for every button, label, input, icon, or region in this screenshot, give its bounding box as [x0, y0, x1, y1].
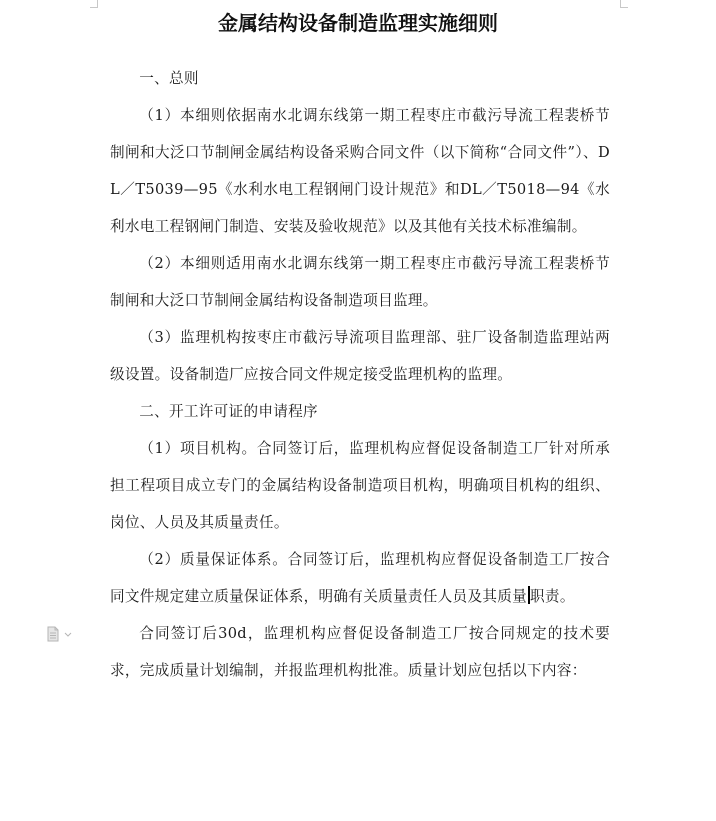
- page-corner-mark-left: [90, 0, 98, 8]
- paragraph-quality-plan: 合同签订后30d，监理机构应督促设备制造工厂按合同规定的技术要求，完成质量计划编制，并报监理机构批准。质量计划应包括以下内容：: [110, 625, 610, 679]
- paragraph-quality-system-text: （2）质量保证体系。合同签订后，监理机构应督促设备制造工厂按合同文件规定建立质量保证体系，明确有关质量责任人员及其质量 职责。: [110, 551, 610, 605]
- text-cursor: [528, 586, 530, 604]
- document-icon[interactable]: [46, 626, 76, 642]
- page-corner-mark-right: [620, 0, 628, 8]
- document-body[interactable]: [110, 60, 610, 689]
- section-heading-general: 一、总则: [139, 70, 199, 87]
- paragraph-organization: （3）监理机构按枣庄市截污导流项目监理部、驻厂设备制造监理站两级设置。设备制造厂应按合同文件规定接受监理机构的监理。: [110, 329, 610, 383]
- paragraph-scope: （2）本细则适用南水北调东线第一期工程枣庄市截污导流工程裴桥节制闸和大泛口节制闸金属结构设备制造项目监理。: [110, 255, 610, 309]
- paragraph-quality-system: [110, 541, 610, 615]
- paragraph-project-organization: （1）项目机构。合同签订后，监理机构应督促设备制造工厂针对所承担工程项目成立专门的金属结构设备制造项目机构，明确项目机构的组织、岗位、人员及其质量责任。: [110, 440, 610, 531]
- section-heading-permit: 二、开工许可证的申请程序: [139, 403, 318, 420]
- document-title: 金属结构设备制造监理实施细则: [218, 11, 498, 35]
- paragraph-basis: （1）本细则依据南水北调东线第一期工程枣庄市截污导流工程裴桥节制闸和大泛口节制闸金属结构设备采购合同文件（以下简称“合同文件”）、DL／T5039—95《水利水电工程钢闸门设计规范》和DL／T5018—94《水利水电工程钢闸门制造、安装及验收规范》以及其他有关技术标准编制。: [110, 107, 610, 235]
